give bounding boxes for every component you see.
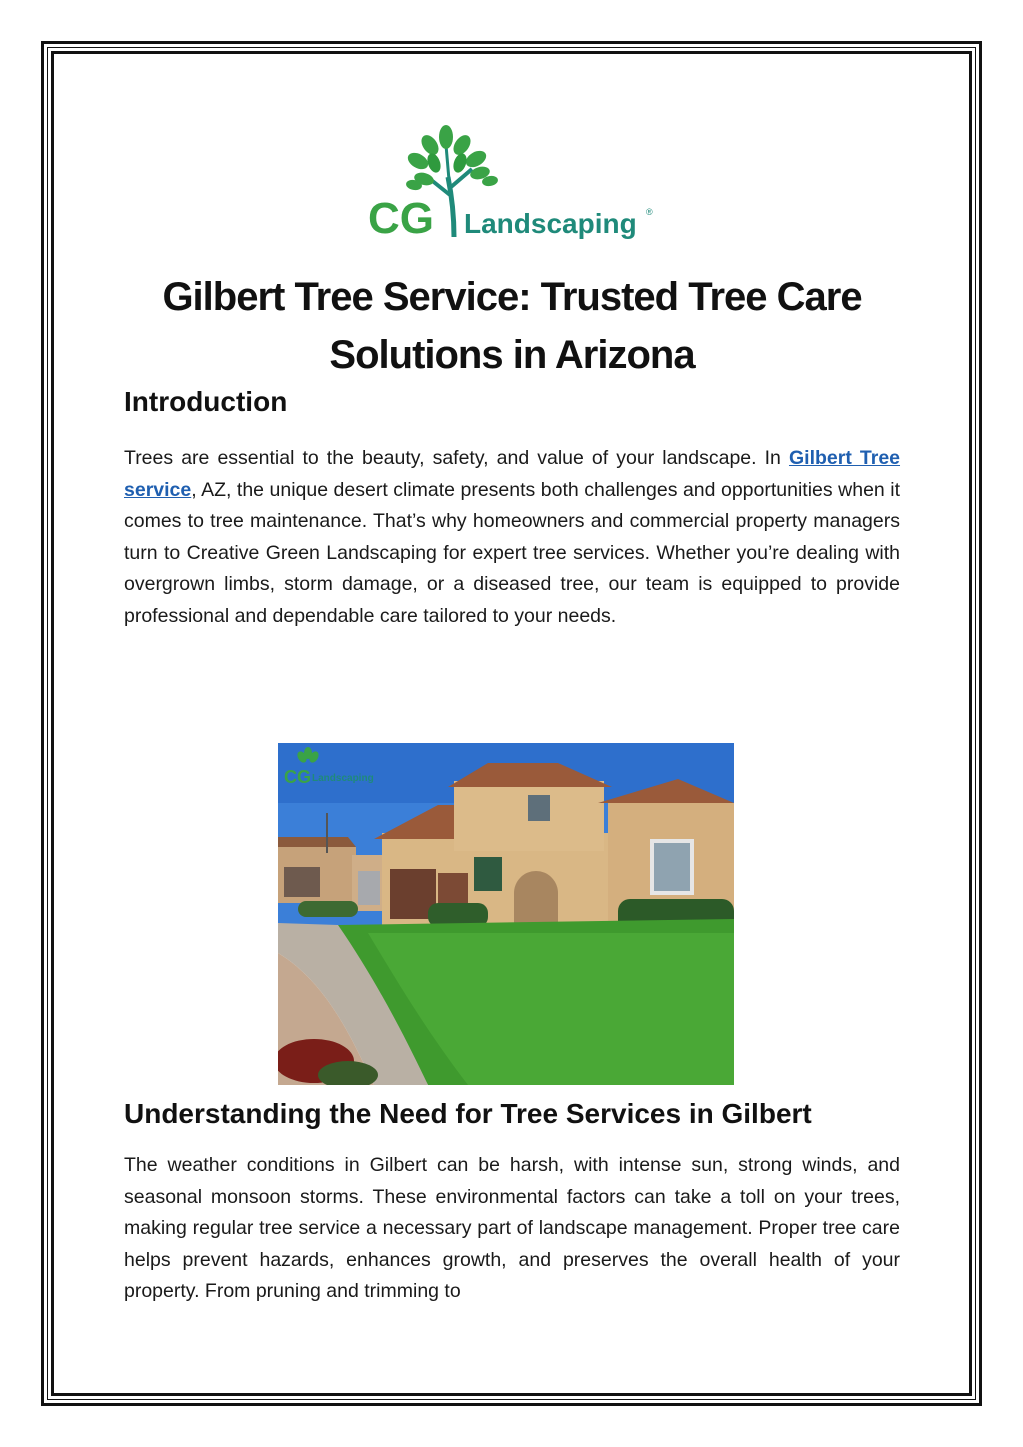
registered-mark: ®	[646, 207, 653, 217]
watermark-initials: CG	[284, 767, 311, 787]
tree-icon	[368, 125, 658, 245]
gilbert-tree-service-link[interactable]: Gilbert Tree service	[124, 447, 901, 501]
intro-text-start: Trees are essential to the beauty, safety, and value of your landscape. In	[124, 447, 789, 469]
page-title	[124, 268, 900, 384]
page-title-line-2: Solutions in Arizona	[329, 333, 695, 377]
watermark-word: Landscaping	[312, 773, 374, 784]
section-need-paragraph: The weather conditions in Gilbert can be harsh, with intense sun, strong winds, and seasonal monsoon storms. These environmental factors can take a toll on your trees, making regular tree service a necessary part of landscape management. Proper tree care helps prevent hazards, enhances growth, and preserves the overall health of your property. From pruning and trimming to	[124, 1154, 900, 1302]
page-title-line-1: Gilbert Tree Service: Trusted Tree Care	[162, 275, 862, 319]
section-need-heading: Understanding the Need for Tree Services in Gilbert	[124, 1098, 812, 1129]
logo-initials: CG	[368, 194, 434, 243]
intro-paragraph	[124, 443, 900, 632]
intro-heading: Introduction	[124, 386, 288, 417]
intro-text-end: , AZ, the unique desert climate presents both challenges and opportunities when it comes to tree maintenance. That’s why homeowners and commercial property managers turn to Creative Green Landscaping for expert tree services. Whether you’re dealing with overgrown limbs, storm damage, or a diseased tree, our team is equipped to provide professional and dependable care tailored to your needs.	[124, 478, 900, 627]
house-photo	[278, 743, 734, 1085]
cg-landscaping-logo	[368, 125, 658, 245]
logo-word: Landscaping	[464, 208, 637, 239]
